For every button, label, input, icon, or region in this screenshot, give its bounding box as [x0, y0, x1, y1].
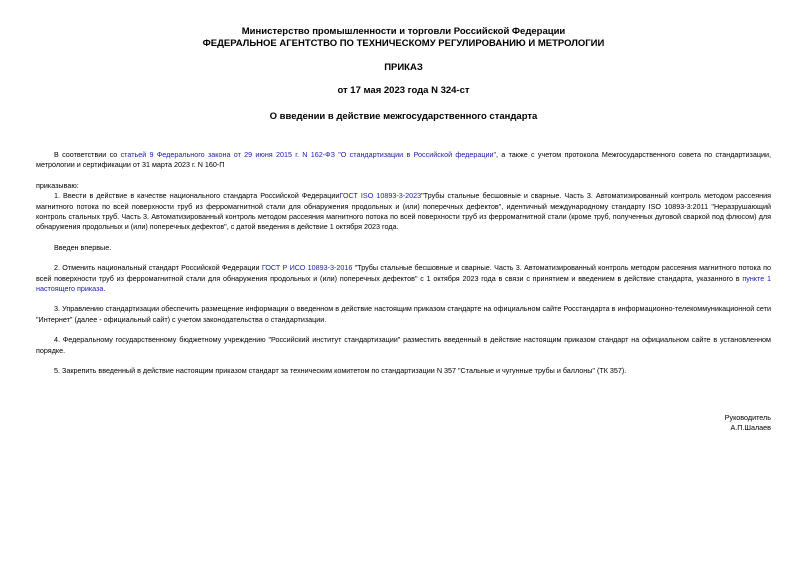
- federal-law-link[interactable]: статьей 9 Федерального закона от 29 июня 2015 г. N 162-ФЗ "О стандартизации в Российской федерации": [120, 150, 497, 159]
- gost-r-iso-link[interactable]: ГОСТ Р ИСО 10893-3-2016: [261, 263, 353, 273]
- item-5-paragraph: 5. Закрепить введенный в действие настоящим приказом стандарт за техническим комитетом по стандартизации N 357 "Стальные и чугунные трубы и баллоны" (ТК 357).: [54, 366, 627, 376]
- intro-text-1: В соответствии со: [54, 150, 121, 159]
- item-4-paragraph: 4. Федеральному государственному бюджетному учреждению "Российский институт стандартизации" разместить введенный в действие настоящим приказом стандарт на официальном сайте в установленном порядке.: [36, 335, 771, 355]
- gost-iso-link[interactable]: ГОСТ ISO 10893-3-2023: [339, 191, 422, 201]
- item-1-reference-link[interactable]: пункте 1 настоящего приказа: [36, 273, 771, 294]
- order-date: от 17 мая 2023 года N 324-ст: [337, 85, 470, 96]
- item-1-paragraph: [36, 191, 771, 233]
- ministry-name: Министерство промышленности и торговли Российской Федерации: [241, 26, 566, 37]
- signature-name: А.П.Шалаев: [730, 423, 771, 433]
- item-1-text-1: 1. Ввести в действие в качестве национального стандарта Российской Федерации: [54, 191, 340, 201]
- item-2-text-2: "Трубы стальные бесшовные и сварные. Часть 3. Автоматизированный контроль методом рассеяния магнитного потока по всей поверхности труб из ферромагнитной стали для обнаружения продольных и (или) поперечных дефектов" с 1 октября 2023 года в связи с принятием и введением в действие стандарта, указанного в: [36, 263, 771, 283]
- introduced-first: Введен впервые.: [54, 242, 112, 252]
- order-title: ПРИКАЗ: [384, 62, 423, 73]
- order-word: приказываю:: [36, 180, 79, 190]
- signature-role: Руководитель: [724, 413, 771, 422]
- item-2-text-1: 2. Отменить национальный стандарт Российской Федерации: [54, 263, 262, 273]
- item-3-paragraph: 3. Управлению стандартизации обеспечить размещение информации о введенном в действие настоящим приказом стандарте на официальном сайте Росстандарта в информационно-телекоммуникационной сети "Интернет" (далее - официальный сайт) с учетом законодательства о стандартизации.: [36, 304, 771, 324]
- item-2-paragraph: [36, 263, 771, 294]
- signature-block: [725, 413, 771, 434]
- intro-paragraph: [36, 150, 771, 171]
- item-1-text-2: "Трубы стальные бесшовные и сварные. Часть 3. Автоматизированный контроль методом рассеяния магнитного потока по всей поверхности труб из ферромагнитной стали для обнаружения продольных и (или) поперечных дефектов", идентичный международному стандарту ISO 10893-3:2011 "Неразрушающий контроль стальных труб. Часть 3. Автоматизированный контроль методом рассеяния магнитного потока по всей поверхности труб из ферромагнитной стали (кроме труб, полученных дуговой сваркой под флюсом) для обнаружения продольных и (или) поперечных дефектов", с датой введения в действие 1 октября 2023 года.: [36, 191, 772, 232]
- document-body: [36, 150, 771, 377]
- agency-name: ФЕДЕРАЛЬНОЕ АГЕНТСТВО ПО ТЕХНИЧЕСКОМУ РЕГУЛИРОВАНИЮ И МЕТРОЛОГИИ: [202, 38, 605, 49]
- intro-text-2: , а также с учетом протокола Межгосударственного совета по стандартизации, метрологии и сертификации от 31 марта 2023 г. N 160-П: [36, 150, 771, 170]
- item-2-text-3: .: [103, 284, 106, 294]
- document-page: [36, 26, 771, 377]
- order-subject: О введении в действие межгосударственного стандарта: [269, 111, 538, 122]
